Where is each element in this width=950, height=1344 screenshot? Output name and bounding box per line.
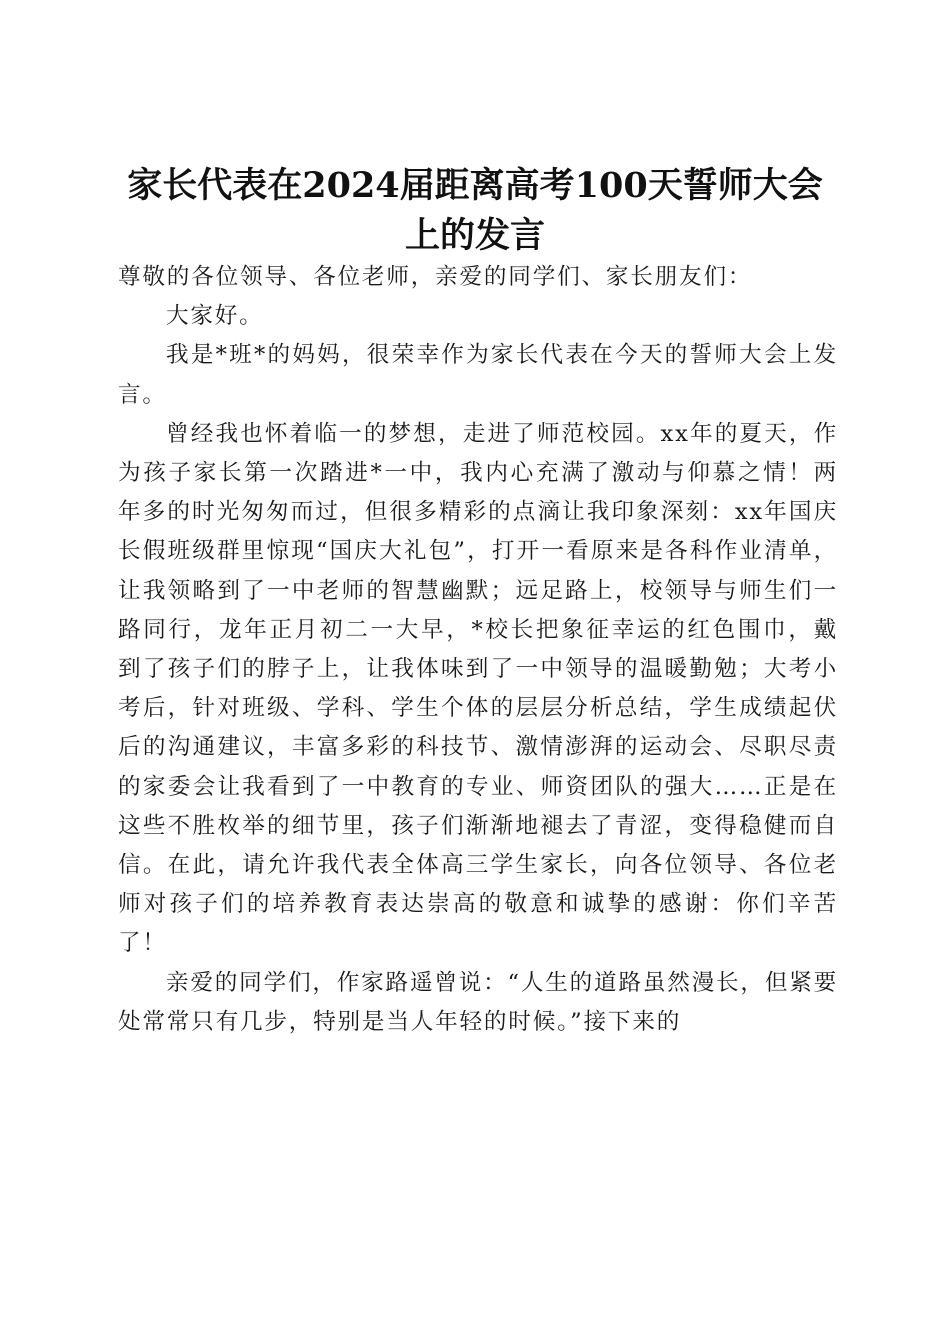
document-body [118,258,838,1042]
title-line-2: 上的发言 [404,215,545,257]
title-line-1: 家长代表在2024届距离高考100天誓师大会 [127,165,823,207]
paragraph-greeting: 大家好。 [166,303,264,330]
paragraph-address-students: 亲爱的同学们，作家路遥曾说：“人生的道路虽然漫长，但紧要处常常只有几步，特别是当人年轻的时候。”接下来的 [118,969,838,1035]
document-title [100,161,850,261]
salutation: 尊敬的各位领导、各位老师，亲爱的同学们、家长朋友们： [118,264,753,290]
paragraph-introduction: 我是*班*的妈妈，很荣幸作为家长代表在今天的誓师大会上发言。 [118,342,838,408]
paragraph-memories: 曾经我也怀着临一的梦想，走进了师范校园。xx年的夏天，作为孩子家长第一次踏进*一中，我内心充满了激动与仰慕之情！两年多的时光匆匆而过，但很多精彩的点滴让我印象深刻：xx年国庆长假班级群里惊现“国庆大礼包”，打开一看原来是各科作业清单，让我领略到了一中老师的智慧幽默；远足路上，校领导与师生们一路同行，龙年正月初二一大早，*校长把象征幸运的红色围巾，戴到了孩子们的脖子上，让我体味到了一中领导的温暖勤勉；大考小考后，针对班级、学科、学生个体的层层分析总结，学生成绩起伏后的沟通建议，丰富多彩的科技节、激情澎湃的运动会、尽职尽责的家委会让我看到了一中教育的专业、师资团队的强大……正是在这些不胜枚举的细节里，孩子们渐渐地褪去了青涩，变得稳健而自信。在此，请允许我代表全体高三学生家长，向各位领导、各位老师对孩子们的培养教育表达崇高的敬意和诚挚的感谢：你们辛苦了！ [118,420,838,957]
